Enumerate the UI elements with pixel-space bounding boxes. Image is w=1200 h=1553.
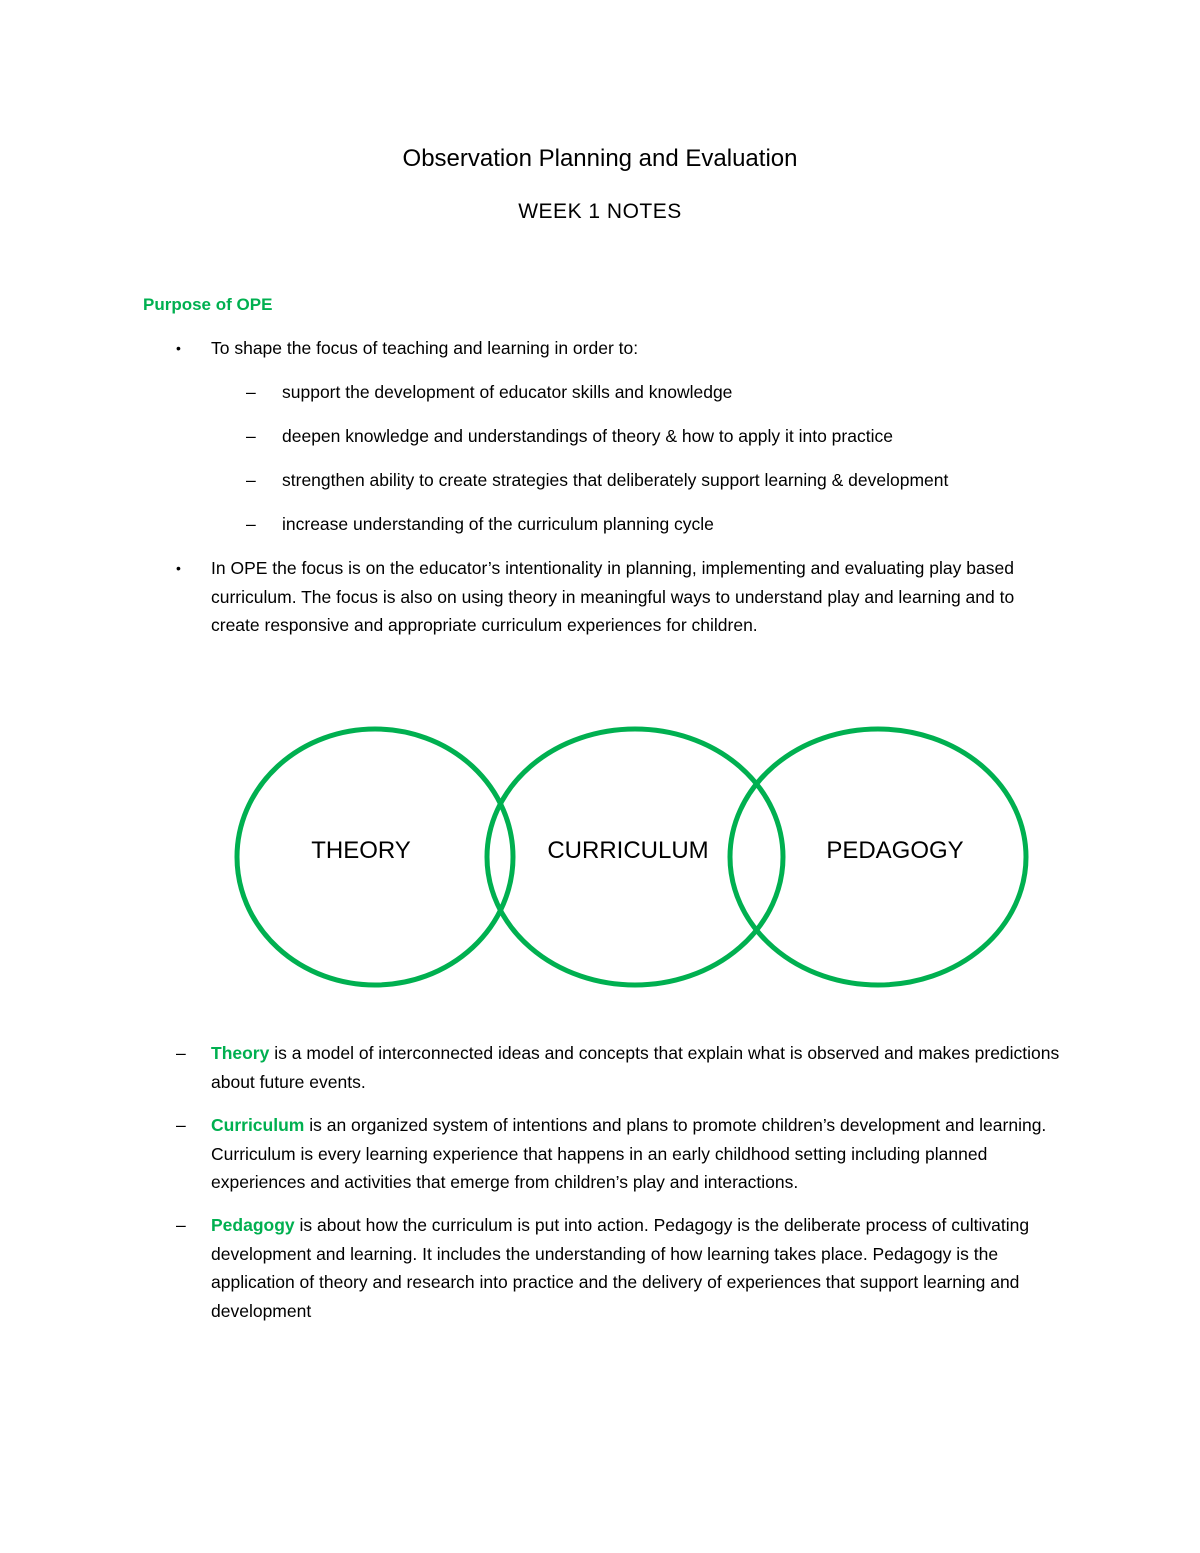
bullet-marker: • bbox=[176, 560, 181, 576]
venn-label-curriculum: CURRICULUM bbox=[547, 837, 709, 864]
dash-marker: – bbox=[176, 1043, 186, 1063]
bullet-text: To shape the focus of teaching and learning in order to: bbox=[211, 338, 639, 358]
sub-list-item-text: increase understanding of the curriculum planning cycle bbox=[282, 514, 714, 534]
definition-body: is a model of interconnected ideas and concepts that explain what is observed and makes predictions about future events. bbox=[211, 1043, 1060, 1092]
document-subtitle: WEEK 1 NOTES bbox=[518, 200, 682, 223]
document-title: Observation Planning and Evaluation bbox=[402, 145, 798, 172]
sub-list-item-text: deepen knowledge and understandings of theory & how to apply it into practice bbox=[282, 426, 893, 446]
venn-diagram bbox=[230, 720, 1040, 995]
definition-text bbox=[211, 1039, 1061, 1096]
dash-marker: – bbox=[246, 470, 256, 490]
section-heading-purpose: Purpose of OPE bbox=[143, 295, 273, 314]
bullet-text: In OPE the focus is on the educator’s intentionality in planning, implementing and evaluating play based curriculum. The focus is also on using theory in meaningful ways to understand play and learning and to create responsive and appropriate curriculum experiences for children. bbox=[211, 558, 1015, 635]
definition-text bbox=[211, 1111, 1061, 1197]
venn-label-theory: THEORY bbox=[311, 837, 411, 864]
bullet-marker: • bbox=[176, 340, 181, 356]
dash-marker: – bbox=[246, 514, 256, 534]
dash-marker: – bbox=[176, 1115, 186, 1135]
definition-term: Theory bbox=[211, 1043, 270, 1063]
venn-label-pedagogy: PEDAGOGY bbox=[826, 837, 964, 864]
dash-marker: – bbox=[176, 1215, 186, 1235]
sub-list-item-text: support the development of educator skills and knowledge bbox=[282, 382, 733, 402]
definition-term: Pedagogy bbox=[211, 1215, 295, 1235]
dash-marker: – bbox=[246, 426, 256, 446]
definition-text bbox=[211, 1211, 1061, 1325]
sub-list-item-text: strengthen ability to create strategies that deliberately support learning & development bbox=[282, 470, 949, 490]
definition-body: is about how the curriculum is put into action. Pedagogy is the deliberate process of cultivating development and learning. It includes the understanding of how learning takes place. Pedagogy is the application of theory and research into practice and the delivery of experiences that support learning and development bbox=[211, 1215, 1030, 1321]
definition-body: is an organized system of intentions and plans to promote children’s development and learning. Curriculum is every learning experience that happens in an early childhood setting including planned experiences and activities that emerge from children’s play and interactions. bbox=[211, 1115, 1047, 1192]
dash-marker: – bbox=[246, 382, 256, 402]
definition-term: Curriculum bbox=[211, 1115, 305, 1135]
